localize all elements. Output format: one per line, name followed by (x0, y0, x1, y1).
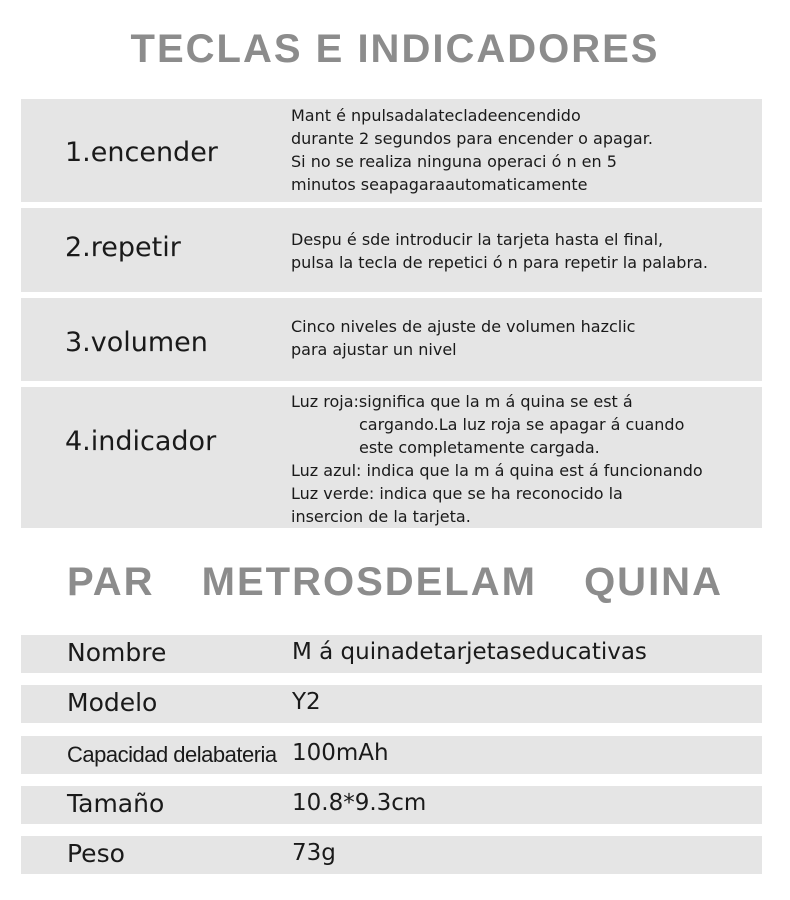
key-title: 2.repetir (65, 232, 181, 263)
spec-value: 73g (292, 840, 336, 866)
spec-row-tamano (21, 786, 762, 824)
key-description (291, 228, 708, 274)
description-line: Luz verde: indica que se ha reconocido la (291, 484, 623, 503)
key-row-repetir (21, 208, 762, 292)
key-row-volumen (21, 298, 762, 381)
description-line: Despu é sde introducir la tarjeta hasta el final, (291, 230, 664, 249)
description-line: para ajustar un nivel (291, 340, 457, 359)
key-description (291, 104, 653, 196)
spec-label: Capacidad delabateria (67, 742, 277, 767)
spec-value: 10.8*9.3cm (292, 790, 427, 816)
spec-label: Peso (67, 839, 125, 868)
description-line: cargando.La luz roja se apagar á cuando (359, 415, 685, 434)
description-line: insercion de la tarjeta. (291, 507, 471, 526)
spec-row-capacidad (21, 736, 762, 774)
description-line: Cinco niveles de ajuste de volumen hazclic (291, 317, 636, 336)
key-description (291, 390, 703, 528)
key-row-encender (21, 99, 762, 202)
description-line: Mant é npulsadalatecladeencendido (291, 106, 581, 125)
key-description (291, 315, 635, 361)
spec-row-nombre (21, 635, 762, 673)
description-line: Si no se realiza ninguna operaci ó n en 5 (291, 152, 617, 171)
spec-label: Tamaño (67, 789, 165, 818)
spec-value: M á quinadetarjetaseducativas (292, 639, 647, 665)
description-line: minutos seapagaraautomaticamente (291, 175, 588, 194)
spec-row-peso (21, 836, 762, 874)
key-title: 3.volumen (65, 327, 208, 358)
spec-label: Nombre (67, 638, 167, 667)
spec-label: Modelo (67, 688, 158, 717)
params-heading: PAR METROSDELAM QUINA (67, 560, 723, 604)
description-line: durante 2 segundos para encender o apagar. (291, 129, 653, 148)
description-line: Luz azul: indica que la m á quina est á funcionando (291, 461, 703, 480)
description-line: Luz roja:significa que la m á quina se est á (291, 392, 633, 411)
key-title: 1.encender (65, 137, 218, 168)
key-title: 4.indicador (65, 426, 217, 457)
keys-heading: TECLAS E INDICADORES (130, 27, 660, 71)
description-line: pulsa la tecla de repetici ó n para repetir la palabra. (291, 253, 708, 272)
description-line: este completamente cargada. (359, 438, 600, 457)
key-row-indicador (21, 387, 762, 528)
spec-value: Y2 (292, 689, 321, 715)
spec-value: 100mAh (292, 740, 389, 766)
spec-row-modelo (21, 685, 762, 723)
